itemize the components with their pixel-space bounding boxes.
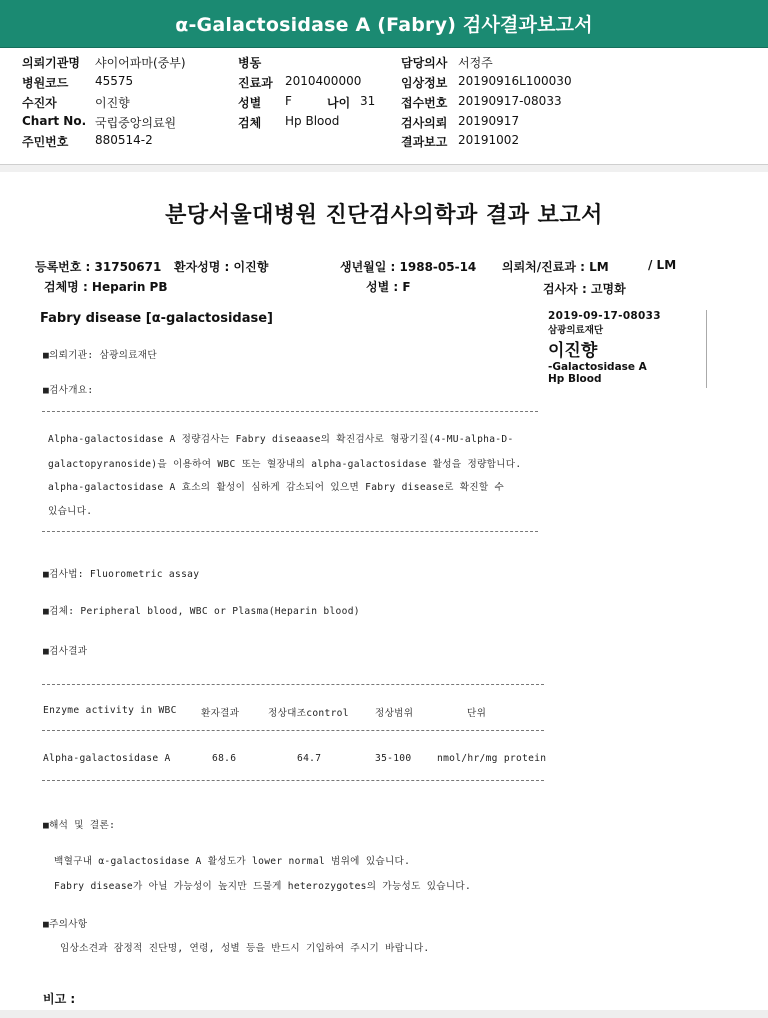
test-name: Fabry disease [α-galactosidase]: [40, 311, 273, 326]
requester-lab: ■의뢰기관: 삼광의료재단: [43, 350, 157, 361]
info-label-ward: 병동: [238, 56, 262, 70]
info-label-physician: 담당의사: [401, 56, 448, 70]
info-label-test-request: 검사의뢰: [401, 116, 448, 130]
table-cell-normal-range: 35-100: [375, 753, 412, 764]
info-label-receipt-no: 접수번호: [401, 96, 448, 110]
divider: [42, 780, 544, 781]
registration-number: 등록번호 : 31750671: [35, 260, 162, 274]
scanned-report: [0, 172, 768, 1018]
info-label-result-report: 결과보고: [401, 135, 448, 149]
birth-date: 생년월일 : 1988-05-14: [340, 260, 477, 274]
info-value-department: 2010400000: [285, 74, 362, 88]
interpretation-line-2: Fabry disease가 아닐 가능성이 높지만 드물게 heterozygotes의 가능성도 있습니다.: [54, 881, 472, 892]
remark-label: 비고 :: [43, 992, 76, 1006]
info-label-department: 진료과: [238, 76, 273, 90]
table-cell-normal-control: 64.7: [297, 753, 322, 764]
sticker-test: -Galactosidase A: [548, 361, 647, 373]
method: ■검사법: Fluorometric assay: [43, 569, 200, 580]
table-header-patient-result: 환자결과: [201, 708, 240, 719]
sample-label-sticker: [548, 310, 661, 385]
info-value-resident-no: 880514-2: [95, 133, 153, 147]
hospital-report-title: 분당서울대병원 진단검사의학과 결과 보고서: [165, 203, 603, 228]
divider: [42, 730, 544, 731]
table-cell-patient-result: 68.6: [212, 753, 237, 764]
info-value-sex: F: [285, 94, 292, 108]
info-value-age: 31: [360, 94, 376, 108]
overview-line-3: alpha-galactosidase A 효소의 활성이 심하게 감소되어 있으면 Fabry disease로 확진할 수: [48, 482, 505, 493]
info-label-age: 나이: [327, 96, 351, 110]
info-value-specimen: Hp Blood: [285, 114, 340, 128]
overview-title: ■검사개요:: [43, 385, 94, 396]
info-label-patient: 수진자: [22, 96, 57, 110]
specimen-type: ■검체: Peripheral blood, WBC or Plasma(Heparin blood): [43, 606, 360, 617]
info-value-chart-no: 국립중앙의료원: [95, 116, 177, 130]
interpretation-title: ■해석 및 결론:: [43, 820, 116, 831]
info-value-clinical-info: 20190916L100030: [458, 74, 572, 88]
info-label-requester-org: 의뢰기관명: [22, 56, 80, 70]
info-label-sex: 성별: [238, 96, 262, 110]
table-header-enzyme: Enzyme activity in WBC: [43, 705, 177, 716]
info-value-requester-org: 샤이어파마(중부): [95, 56, 186, 70]
table-header-unit: 단위: [467, 708, 487, 719]
caution-title: ■주의사항: [43, 919, 88, 930]
info-value-physician: 서정주: [458, 56, 493, 70]
request-info-panel: [0, 48, 768, 165]
report-title: α-Galactosidase A (Fabry) 검사결과보고서: [175, 14, 593, 36]
info-value-result-report: 20191002: [458, 133, 520, 147]
interpretation-line-1: 백혈구내 α-galactosidase A 활성도가 lower normal 범위에 있습니다.: [54, 856, 411, 867]
overview-line-1: Alpha-galactosidase A 정량검사는 Fabry diseaase의 확진검사로 형광기질(4-MU-alpha-D-: [48, 434, 514, 445]
table-header-normal-range: 정상범위: [375, 708, 414, 719]
info-label-specimen: 검체: [238, 116, 262, 130]
info-value-hospital-code: 45575: [95, 74, 134, 88]
sticker-specimen: Hp Blood: [548, 373, 602, 385]
info-label-hospital-code: 병원코드: [22, 76, 69, 90]
info-label-chart-no: Chart No.: [22, 114, 87, 128]
divider: [42, 411, 538, 412]
overview-line-2: galactopyranoside)을 이용하여 WBC 또는 혈장내의 alpha-galactosidase 활성을 정량합니다.: [48, 459, 522, 470]
info-value-receipt-no: 20190917-08033: [458, 94, 562, 108]
requester-department-2: / LM: [648, 258, 677, 272]
patient-name: 환자성명 : 이진향: [174, 260, 269, 274]
info-label-clinical-info: 임상정보: [401, 76, 448, 90]
report-title-bar: [0, 0, 768, 48]
table-cell-test: Alpha-galactosidase A: [43, 753, 171, 764]
table-header-normal-control: 정상대조control: [268, 708, 349, 719]
caution-text: 임상소견과 잠정적 진단명, 연령, 성별 등을 반드시 기입하여 주시기 바랍니다.: [60, 943, 430, 954]
divider: [42, 684, 544, 685]
sticker-edge-line: [706, 310, 707, 388]
sticker-patient-name: 이진향: [548, 341, 598, 361]
tester-name: 검사자 : 고명화: [543, 282, 626, 296]
info-label-resident-no: 주민번호: [22, 135, 69, 149]
patient-sex: 성별 : F: [366, 280, 411, 294]
info-value-patient: 이진향: [95, 96, 130, 110]
specimen-name: 검체명 : Heparin PB: [44, 280, 168, 294]
page-bottom-strip: [0, 1010, 768, 1018]
divider: [42, 531, 538, 532]
table-cell-unit: nmol/hr/mg protein: [437, 753, 547, 764]
requester-department: 의뢰처/진료과 : LM: [502, 260, 609, 274]
sticker-receipt-no: 2019-09-17-08033: [548, 310, 661, 322]
overview-line-4: 있습니다.: [48, 506, 93, 517]
sticker-lab-name: 삼광의료재단: [548, 325, 604, 336]
info-value-test-request: 20190917: [458, 114, 520, 128]
result-title: ■검사결과: [43, 646, 88, 657]
